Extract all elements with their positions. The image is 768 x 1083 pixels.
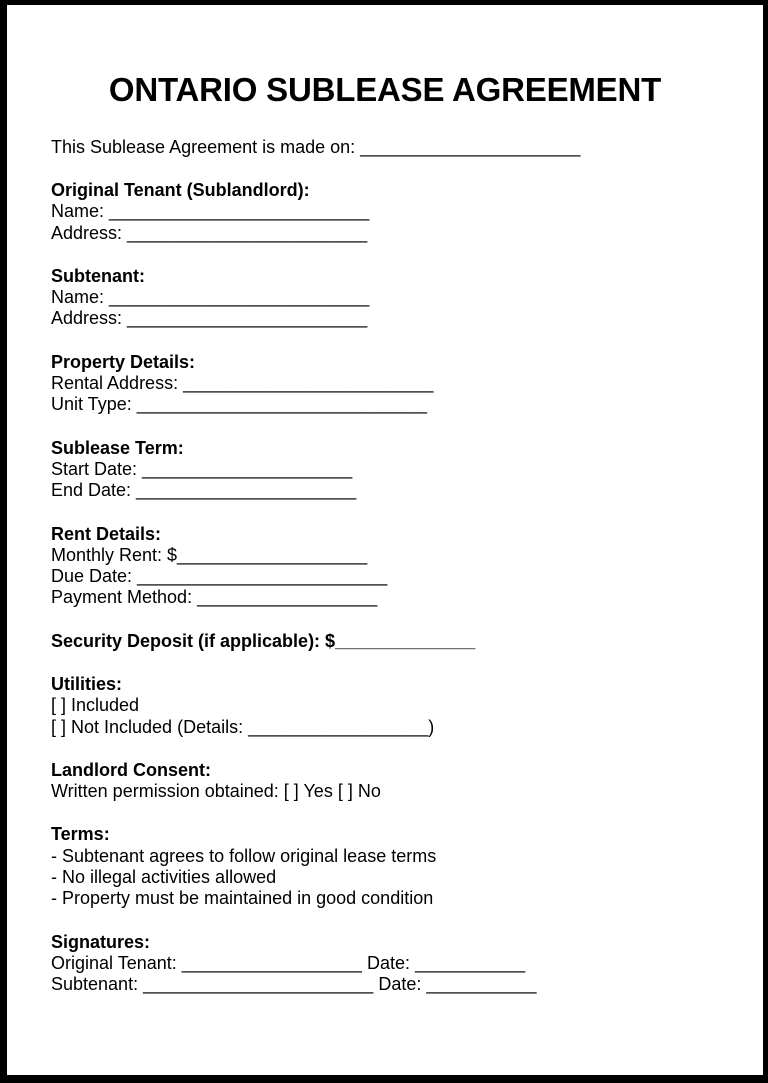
signature-original-tenant[interactable]: Original Tenant: __________________ Date: ___________ xyxy=(51,952,526,973)
section-utilities xyxy=(51,674,743,738)
field-monthly-rent[interactable]: Monthly Rent: $___________________ xyxy=(51,544,368,565)
section-heading: Utilities: xyxy=(51,673,123,694)
agreement-date-line: This Sublease Agreement is made on: ______________________ xyxy=(51,136,581,157)
field-security-deposit[interactable]: Security Deposit (if applicable): $______________ xyxy=(51,630,476,651)
section-heading: Signatures: xyxy=(51,931,151,952)
section-heading: Terms: xyxy=(51,824,110,845)
section-heading: Property Details: xyxy=(51,351,196,372)
field-rental-address[interactable]: Rental Address: _________________________ xyxy=(51,373,434,394)
checkbox-utilities-not-included[interactable]: [ ] Not Included (Details: __________________) xyxy=(51,716,435,737)
section-property-details xyxy=(51,352,743,416)
field-due-date[interactable]: Due Date: _________________________ xyxy=(51,566,388,587)
page-title: ONTARIO SUBLEASE AGREEMENT xyxy=(108,71,662,108)
section-signatures xyxy=(51,932,743,996)
section-subtenant xyxy=(51,266,743,330)
section-heading: Original Tenant (Sublandlord): xyxy=(51,179,310,200)
section-sublease-term xyxy=(51,438,743,502)
field-payment-method[interactable]: Payment Method: __________________ xyxy=(51,587,378,608)
section-security-deposit xyxy=(51,631,743,652)
field-name[interactable]: Name: __________________________ xyxy=(51,201,370,222)
term-item: - Subtenant agrees to follow original lease terms xyxy=(51,845,437,866)
section-heading: Rent Details: xyxy=(51,523,162,544)
field-address[interactable]: Address: ________________________ xyxy=(51,222,368,243)
checkbox-written-permission[interactable]: Written permission obtained: [ ] Yes [ ] No xyxy=(51,781,381,802)
section-landlord-consent xyxy=(51,760,743,803)
field-name[interactable]: Name: __________________________ xyxy=(51,287,370,308)
field-unit-type[interactable]: Unit Type: _____________________________ xyxy=(51,394,428,415)
section-heading: Landlord Consent: xyxy=(51,759,211,780)
section-original-tenant xyxy=(51,180,743,244)
section-heading: Subtenant: xyxy=(51,265,145,286)
signature-subtenant[interactable]: Subtenant: _______________________ Date: ___________ xyxy=(51,974,537,995)
term-item: - No illegal activities allowed xyxy=(51,867,277,888)
document-page xyxy=(7,5,763,1075)
section-rent-details xyxy=(51,524,743,609)
section-terms xyxy=(51,824,743,909)
term-item: - Property must be maintained in good condition xyxy=(51,888,434,909)
checkbox-utilities-included[interactable]: [ ] Included xyxy=(51,695,140,716)
field-address[interactable]: Address: ________________________ xyxy=(51,308,368,329)
intro-section xyxy=(51,137,743,158)
document-body xyxy=(7,108,763,996)
field-end-date[interactable]: End Date: ______________________ xyxy=(51,480,357,501)
section-heading: Sublease Term: xyxy=(51,437,184,458)
field-start-date[interactable]: Start Date: _____________________ xyxy=(51,458,353,479)
